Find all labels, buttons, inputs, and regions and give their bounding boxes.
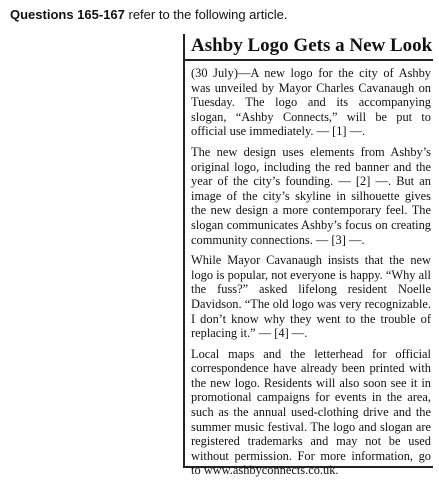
question-range: Questions 165-167 — [10, 7, 125, 22]
article-box — [183, 34, 433, 478]
article-paragraph-3: While Mayor Cavanaugh insists that the new logo is popular, not everyone is happy. “Why all the fuss?” asked lifelong resident Noelle Davidson. “The old logo was very recognizable. I don’t know why they went to the trouble of replacing it.” — [4] —. — [191, 253, 431, 341]
article-body — [191, 66, 431, 484]
article-paragraph-1: (30 July)—A new logo for the city of Ashby was unveiled by Mayor Charles Cavanaugh on Tuesday. The logo and its accompanying slogan, “Ashby Connects,” will be put to official use immediately. — [1] —. — [191, 66, 431, 139]
question-header — [10, 7, 287, 22]
article-headline: Ashby Logo Gets a New Look — [191, 35, 433, 56]
headline-rule — [185, 59, 433, 61]
article-paragraph-2: The new design uses elements from Ashby’s original logo, including the red banner and the year of the city’s founding. — [2] —. But an image of the city’s skyline in silhouette gives the new design a more contemporary feel. The slogan communicates Ashby’s focus on creating community connections. — [3] —. — [191, 144, 431, 247]
article-paragraph-4: Local maps and the letterhead for official correspondence have already been printed with the new logo. Residents will also soon see it in promotional campaigns for events in the area, such as the annual used-clothing drive and the summer music festival. The logo and slogan are registered trademarks and may not be used without permission. For more information, go to www.ashbyconnects.co.uk. — [191, 346, 431, 478]
question-instruction: refer to the following article. — [124, 7, 288, 22]
